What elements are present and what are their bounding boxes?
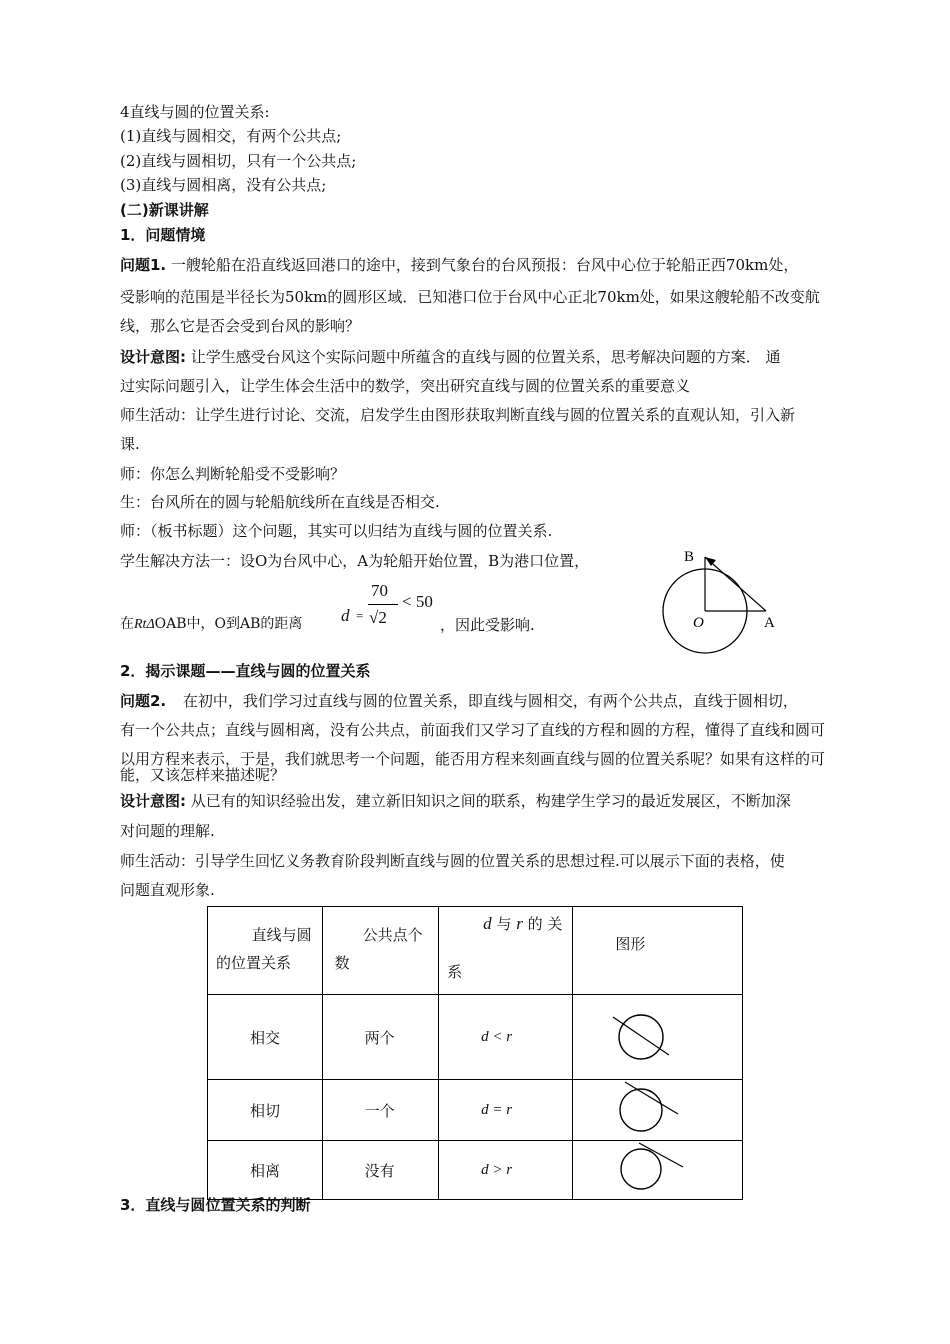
table-row — [208, 995, 743, 1080]
header-d: d — [483, 914, 492, 933]
intro-heading: 4直线与圆的位置关系: — [120, 103, 270, 121]
header-count-a: 公共点个 — [362, 926, 423, 944]
intersect-line — [613, 1017, 669, 1055]
activity-1-line-2: 课. — [120, 435, 140, 453]
header-r: r — [516, 914, 523, 933]
formula-suffix: ，因此受影响. — [440, 616, 535, 634]
header-dr-a — [447, 911, 564, 937]
design-intent-2-label: 设计意图: — [120, 792, 186, 810]
section-2-title: 2．揭示课题——直线与圆的位置关系 — [120, 662, 371, 680]
intro-item-3: (3)直线与圆相离，没有公共点; — [120, 176, 327, 194]
teacher-statement-2: 师：（板书标题）这个问题，其实可以归结为直线与圆的位置关系. — [120, 522, 553, 540]
section-1-title: 1．问题情境 — [120, 226, 206, 244]
cell-relation: 相切 — [208, 1080, 323, 1141]
table-header-row — [208, 907, 743, 995]
problem-2-line-1 — [120, 690, 798, 712]
formula-equals: = — [356, 608, 364, 623]
header-relation-b: 的位置关系 — [216, 954, 292, 972]
cell-figure-tangent — [573, 1080, 743, 1141]
cell-count: 没有 — [322, 1141, 439, 1200]
activity-2-line-2: 问题直观形象. — [120, 881, 215, 899]
cell-relation: 相离 — [208, 1141, 323, 1200]
design-intent-1-label: 设计意图: — [120, 348, 186, 366]
cell-count: 一个 — [322, 1080, 439, 1141]
cell-figure-intersect — [573, 995, 743, 1080]
student-answer-1: 生：台风所在的圆与轮船航线所在直线是否相交. — [120, 493, 440, 511]
problem-1-label: 问题1. — [120, 256, 167, 274]
figure-label-a: A — [764, 615, 775, 631]
header-cell-relation — [208, 907, 323, 995]
design-intent-1-text: 让学生感受台风这个实际问题中所蕴含的直线与圆的位置关系，思考解决问题的方案． 通 — [190, 348, 781, 366]
header-dr-b: 系 — [447, 963, 463, 981]
formula-prefix: OAB中，O到AB的距离 — [154, 616, 303, 632]
tangent-line — [625, 1082, 678, 1114]
problem-1-text-1: 一艘轮船在沿直线返回港口的途中，接到气象台的台风预报：台风中心位于轮船正西70km处， — [170, 256, 799, 274]
activity-1-line-1: 师生活动：让学生进行讨论、交流，启发学生由图形获取判断直线与圆的位置关系的直观认知，引入新 — [120, 406, 796, 424]
tangent-diagram — [573, 1080, 713, 1136]
problem-2-text-1: 在初中，我们学习过直线与圆的位置关系，即直线与圆相交，有两个公共点，直线于圆相切， — [182, 692, 798, 710]
intro-item-2: (2)直线与圆相切，只有一个公共点; — [120, 152, 357, 170]
problem-2-label: 问题2. — [120, 692, 167, 710]
relation-table — [207, 906, 743, 1200]
section-3-title: 3．直线与圆位置关系的判断 — [120, 1196, 311, 1214]
problem-2-line-3: 以用方程来表示，于是，我们就思考一个问题，能否用方程来刻画直线与圆的位置关系呢？如果有这样的可 — [120, 750, 826, 768]
formula-denominator: √2 — [369, 608, 387, 627]
typhoon-figure — [660, 545, 790, 665]
problem-2-line-2: 有一个公共点；直线与圆相离，没有公共点，前面我们又学习了直线的方程和圆的方程，懂得了直线和圆可 — [120, 721, 826, 739]
table-row — [208, 1141, 743, 1200]
solution-formula-line: 在RtΔOAB中，O到AB的距离 — [120, 616, 303, 632]
separate-diagram — [573, 1141, 713, 1195]
separate-line — [639, 1143, 683, 1167]
design-intent-2-line-2: 对问题的理解. — [120, 822, 215, 840]
header-cell-figure: 图形 — [573, 907, 743, 995]
table-row — [208, 1080, 743, 1141]
header-cell-count — [322, 907, 439, 995]
header-de-guan: 的 关 — [527, 915, 563, 933]
cell-relation: 相交 — [208, 995, 323, 1080]
design-intent-1-line-2: 过实际问题引入，让学生体会生活中的数学，突出研究直线与圆的位置关系的重要意义 — [120, 377, 691, 395]
header-count-b: 数 — [334, 954, 350, 972]
design-intent-1-line-1 — [120, 346, 781, 368]
cell-comparison: d = r — [439, 1080, 573, 1141]
formula-d: d — [341, 606, 350, 625]
figure-label-b: B — [684, 549, 695, 565]
solution-method-1: 学生解决方法一：设O为台风中心，A为轮船开始位置，B为港口位置， — [120, 552, 590, 570]
problem-1-line-2: 受影响的范围是半径长为50km的圆形区域．已知港口位于台风中心正北70km处，如果这艘轮船不改变航 — [120, 288, 820, 306]
tangent-circle — [620, 1089, 662, 1131]
header-relation-a: 直线与圆 — [251, 926, 312, 944]
section-heading-new-lesson: (二)新课讲解 — [120, 201, 209, 219]
problem-1-line-1 — [120, 254, 798, 276]
cell-comparison: d < r — [439, 995, 573, 1080]
separate-circle — [621, 1149, 661, 1189]
cell-figure-separate — [573, 1141, 743, 1200]
intro-item-1: (1)直线与圆相交，有两个公共点; — [120, 127, 342, 145]
design-intent-2-text: 从已有的知识经验出发，建立新旧知识之间的联系，构建学生学习的最近发展区，不断加深 — [190, 792, 791, 810]
ship-route-line — [705, 557, 766, 611]
formula-less-than: < 50 — [402, 592, 433, 611]
activity-2-line-1: 师生活动：引导学生回忆义务教育阶段判断直线与圆的位置关系的思想过程.可以展示下面的表格，使 — [120, 852, 785, 870]
cell-count: 两个 — [322, 995, 439, 1080]
figure-label-o: O — [693, 615, 704, 631]
design-intent-2-line-1 — [120, 790, 791, 812]
problem-1-line-3: 线，那么它是否会受到台风的影响？ — [120, 317, 361, 335]
teacher-question-1: 师：你怎么判断轮船受不受影响？ — [120, 465, 346, 483]
intersect-diagram — [573, 995, 713, 1075]
header-cell-dr — [439, 907, 573, 995]
intersect-circle — [619, 1015, 663, 1059]
rt-triangle-symbol: RtΔ — [134, 617, 155, 632]
header-yu: 与 — [496, 915, 512, 933]
cell-comparison: d > r — [439, 1141, 573, 1200]
problem-2-line-4: 能，又该怎样来描述呢？ — [120, 766, 286, 784]
formula-numerator: 70 — [371, 581, 388, 600]
formula-fraction-bar — [368, 604, 398, 605]
